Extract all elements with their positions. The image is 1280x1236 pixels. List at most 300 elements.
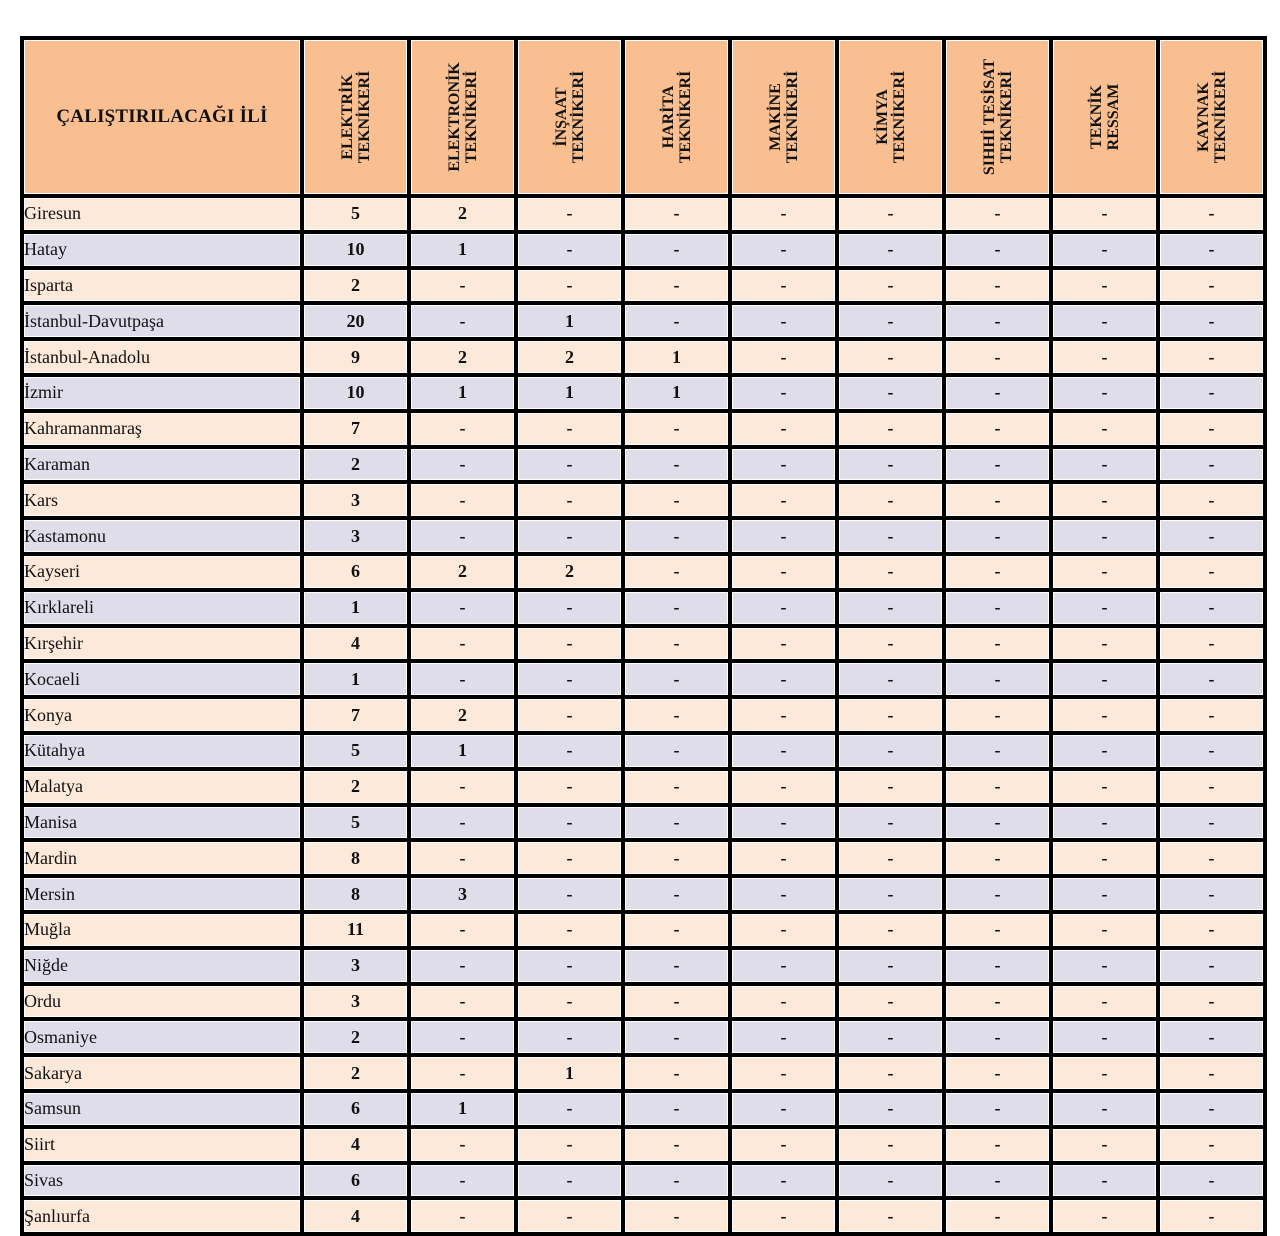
- count-cell: -: [518, 663, 625, 699]
- column-header-line2: RESSAM: [1104, 83, 1122, 151]
- count-cell: -: [1160, 377, 1267, 413]
- count-cell: -: [1053, 1200, 1160, 1236]
- city-cell: Malatya: [20, 771, 304, 807]
- count-cell: -: [518, 628, 625, 664]
- count-cell: -: [732, 878, 839, 914]
- count-cell: -: [732, 1021, 839, 1057]
- count-cell: -: [518, 484, 625, 520]
- count-cell: -: [732, 699, 839, 735]
- count-cell: -: [839, 449, 946, 485]
- count-cell: -: [732, 1129, 839, 1165]
- count-cell: -: [1160, 1057, 1267, 1093]
- count-cell: -: [518, 950, 625, 986]
- count-cell: -: [411, 771, 518, 807]
- table-row: [20, 520, 1267, 556]
- count-cell: -: [518, 449, 625, 485]
- count-cell: -: [1160, 1129, 1267, 1165]
- city-cell: Ordu: [20, 986, 304, 1022]
- count-cell: -: [625, 628, 732, 664]
- count-cell: -: [411, 914, 518, 950]
- count-cell: -: [625, 449, 732, 485]
- city-cell: Niğde: [20, 950, 304, 986]
- count-cell: -: [518, 699, 625, 735]
- count-cell: -: [1053, 305, 1160, 341]
- count-cell: 1: [304, 663, 411, 699]
- count-cell: -: [518, 735, 625, 771]
- count-cell: -: [411, 592, 518, 628]
- column-header-8: [1160, 36, 1267, 198]
- count-cell: -: [839, 520, 946, 556]
- city-cell: İstanbul-Davutpaşa: [20, 305, 304, 341]
- count-cell: -: [839, 1093, 946, 1129]
- column-header-line1: ELEKTRONİK: [445, 62, 463, 172]
- count-cell: -: [1053, 413, 1160, 449]
- column-header-line1: KİMYA: [873, 89, 891, 145]
- count-cell: -: [518, 198, 625, 234]
- count-cell: -: [839, 735, 946, 771]
- count-cell: -: [625, 1057, 732, 1093]
- count-cell: -: [946, 592, 1053, 628]
- count-cell: -: [839, 270, 946, 306]
- count-cell: -: [625, 305, 732, 341]
- count-cell: -: [1160, 878, 1267, 914]
- city-cell: Isparta: [20, 270, 304, 306]
- count-cell: 1: [518, 305, 625, 341]
- count-cell: -: [946, 1165, 1053, 1201]
- column-header-line1: HARİTA: [659, 85, 677, 149]
- count-cell: -: [625, 1021, 732, 1057]
- document-page: [20, 36, 1267, 1236]
- count-cell: -: [839, 305, 946, 341]
- count-cell: -: [411, 413, 518, 449]
- count-cell: -: [946, 878, 1053, 914]
- count-cell: -: [946, 377, 1053, 413]
- count-cell: -: [518, 1165, 625, 1201]
- count-cell: -: [732, 484, 839, 520]
- count-cell: -: [625, 484, 732, 520]
- count-cell: -: [839, 592, 946, 628]
- count-cell: -: [625, 556, 732, 592]
- table-row: [20, 950, 1267, 986]
- column-header-0: [304, 36, 411, 198]
- table-row: [20, 699, 1267, 735]
- count-cell: -: [839, 341, 946, 377]
- count-cell: -: [839, 377, 946, 413]
- count-cell: -: [732, 341, 839, 377]
- count-cell: -: [732, 735, 839, 771]
- count-cell: -: [946, 699, 1053, 735]
- count-cell: -: [839, 234, 946, 270]
- count-cell: -: [411, 807, 518, 843]
- count-cell: -: [1160, 270, 1267, 306]
- count-cell: -: [946, 270, 1053, 306]
- column-header-1: [411, 36, 518, 198]
- column-header-line2: TEKNİKERİ: [997, 70, 1015, 164]
- count-cell: -: [411, 628, 518, 664]
- count-cell: -: [1160, 950, 1267, 986]
- city-cell: İstanbul-Anadolu: [20, 341, 304, 377]
- count-cell: -: [732, 556, 839, 592]
- count-cell: -: [732, 234, 839, 270]
- count-cell: -: [411, 1165, 518, 1201]
- count-cell: -: [1160, 484, 1267, 520]
- count-cell: -: [839, 198, 946, 234]
- count-cell: -: [732, 842, 839, 878]
- count-cell: 2: [518, 556, 625, 592]
- table-row: [20, 663, 1267, 699]
- count-cell: -: [411, 520, 518, 556]
- count-cell: -: [732, 1200, 839, 1236]
- city-cell: Kahramanmaraş: [20, 413, 304, 449]
- count-cell: -: [625, 413, 732, 449]
- table-row: [20, 771, 1267, 807]
- count-cell: 3: [304, 950, 411, 986]
- count-cell: -: [518, 771, 625, 807]
- city-cell: Sakarya: [20, 1057, 304, 1093]
- column-header-line2: TEKNİKERİ: [676, 70, 694, 164]
- count-cell: -: [518, 807, 625, 843]
- count-cell: -: [839, 1165, 946, 1201]
- count-cell: 1: [625, 377, 732, 413]
- count-cell: -: [1160, 771, 1267, 807]
- count-cell: 7: [304, 699, 411, 735]
- count-cell: 2: [411, 556, 518, 592]
- count-cell: -: [518, 842, 625, 878]
- count-cell: -: [625, 771, 732, 807]
- count-cell: -: [411, 842, 518, 878]
- count-cell: 3: [304, 484, 411, 520]
- column-header-label: [874, 71, 908, 163]
- count-cell: 11: [304, 914, 411, 950]
- count-cell: -: [732, 198, 839, 234]
- count-cell: 2: [304, 1021, 411, 1057]
- city-cell: Kastamonu: [20, 520, 304, 556]
- count-cell: 2: [411, 198, 518, 234]
- column-header-label: [660, 71, 694, 163]
- count-cell: -: [946, 520, 1053, 556]
- count-cell: -: [839, 1057, 946, 1093]
- count-cell: -: [839, 807, 946, 843]
- table-row: [20, 198, 1267, 234]
- city-cell: Karaman: [20, 449, 304, 485]
- count-cell: -: [1053, 699, 1160, 735]
- count-cell: -: [625, 592, 732, 628]
- count-cell: 4: [304, 628, 411, 664]
- table-row: [20, 377, 1267, 413]
- count-cell: -: [1053, 950, 1160, 986]
- count-cell: -: [1160, 520, 1267, 556]
- count-cell: -: [518, 413, 625, 449]
- count-cell: -: [946, 914, 1053, 950]
- column-header-label: [553, 71, 587, 163]
- count-cell: -: [1053, 234, 1160, 270]
- count-cell: -: [839, 556, 946, 592]
- count-cell: -: [625, 914, 732, 950]
- city-cell: Kırşehir: [20, 628, 304, 664]
- column-header-3: [625, 36, 732, 198]
- count-cell: -: [946, 986, 1053, 1022]
- count-cell: -: [1053, 1093, 1160, 1129]
- count-cell: -: [839, 878, 946, 914]
- city-cell: Muğla: [20, 914, 304, 950]
- column-header-line1: KAYNAK: [1194, 82, 1212, 152]
- count-cell: -: [411, 1057, 518, 1093]
- count-cell: -: [1160, 556, 1267, 592]
- table-row: [20, 449, 1267, 485]
- city-cell: Konya: [20, 699, 304, 735]
- count-cell: -: [518, 1021, 625, 1057]
- count-cell: -: [1053, 341, 1160, 377]
- count-cell: 2: [518, 341, 625, 377]
- count-cell: -: [1160, 986, 1267, 1022]
- count-cell: -: [1053, 520, 1160, 556]
- column-header-label: [1088, 84, 1122, 151]
- count-cell: -: [946, 1057, 1053, 1093]
- count-cell: 6: [304, 1165, 411, 1201]
- count-cell: -: [732, 663, 839, 699]
- count-cell: -: [1053, 914, 1160, 950]
- column-header-line2: TEKNİKERİ: [890, 70, 908, 164]
- column-header-label: [981, 59, 1015, 175]
- count-cell: -: [1160, 1165, 1267, 1201]
- count-cell: -: [839, 950, 946, 986]
- column-header-label: [767, 71, 801, 163]
- count-cell: -: [1053, 1165, 1160, 1201]
- count-cell: 1: [304, 592, 411, 628]
- count-cell: -: [1053, 735, 1160, 771]
- table-body: [20, 198, 1267, 1236]
- count-cell: 3: [304, 986, 411, 1022]
- count-cell: 1: [518, 1057, 625, 1093]
- count-cell: -: [518, 878, 625, 914]
- count-cell: -: [518, 592, 625, 628]
- column-header-label: [339, 71, 373, 163]
- count-cell: -: [946, 1021, 1053, 1057]
- city-cell: Hatay: [20, 234, 304, 270]
- table-row: [20, 986, 1267, 1022]
- count-cell: -: [946, 198, 1053, 234]
- count-cell: -: [411, 1129, 518, 1165]
- count-cell: -: [946, 950, 1053, 986]
- column-header-4: [732, 36, 839, 198]
- count-cell: -: [1160, 305, 1267, 341]
- count-cell: 5: [304, 735, 411, 771]
- count-cell: -: [518, 270, 625, 306]
- count-cell: -: [625, 198, 732, 234]
- count-cell: -: [1160, 628, 1267, 664]
- city-cell: Osmaniye: [20, 1021, 304, 1057]
- count-cell: 10: [304, 377, 411, 413]
- column-header-line2: TEKNİKERİ: [783, 70, 801, 164]
- count-cell: 2: [304, 771, 411, 807]
- count-cell: -: [411, 305, 518, 341]
- count-cell: -: [946, 842, 1053, 878]
- count-cell: -: [625, 950, 732, 986]
- count-cell: -: [1160, 914, 1267, 950]
- city-cell: Kocaeli: [20, 663, 304, 699]
- count-cell: -: [1053, 878, 1160, 914]
- count-cell: -: [946, 449, 1053, 485]
- count-cell: -: [946, 771, 1053, 807]
- table-row: [20, 914, 1267, 950]
- table-row: [20, 556, 1267, 592]
- staff-allocation-table: [20, 36, 1267, 1236]
- count-cell: -: [1053, 986, 1160, 1022]
- count-cell: -: [1053, 1129, 1160, 1165]
- table-row: [20, 413, 1267, 449]
- count-cell: 7: [304, 413, 411, 449]
- count-cell: -: [732, 449, 839, 485]
- column-header-line2: TEKNİKERİ: [569, 70, 587, 164]
- count-cell: -: [1160, 1200, 1267, 1236]
- count-cell: 6: [304, 1093, 411, 1129]
- count-cell: -: [839, 1129, 946, 1165]
- count-cell: -: [1160, 198, 1267, 234]
- count-cell: -: [732, 950, 839, 986]
- column-header-line1: ELEKTRİK: [338, 74, 356, 160]
- count-cell: -: [1160, 413, 1267, 449]
- table-row: [20, 735, 1267, 771]
- city-cell: Giresun: [20, 198, 304, 234]
- count-cell: -: [946, 234, 1053, 270]
- count-cell: -: [518, 234, 625, 270]
- table-row: [20, 1021, 1267, 1057]
- count-cell: -: [1160, 234, 1267, 270]
- count-cell: -: [732, 1093, 839, 1129]
- count-cell: -: [1053, 198, 1160, 234]
- table-row: [20, 484, 1267, 520]
- count-cell: -: [732, 520, 839, 556]
- count-cell: 2: [304, 270, 411, 306]
- count-cell: -: [946, 663, 1053, 699]
- count-cell: -: [1160, 663, 1267, 699]
- count-cell: -: [946, 556, 1053, 592]
- count-cell: -: [625, 663, 732, 699]
- count-cell: -: [625, 878, 732, 914]
- count-cell: 10: [304, 234, 411, 270]
- table-row: [20, 807, 1267, 843]
- count-cell: -: [839, 1200, 946, 1236]
- count-cell: -: [518, 520, 625, 556]
- count-cell: -: [625, 807, 732, 843]
- column-header-line2: TEKNİKERİ: [1211, 70, 1229, 164]
- count-cell: 2: [411, 341, 518, 377]
- count-cell: 1: [625, 341, 732, 377]
- table-row: [20, 628, 1267, 664]
- column-header-5: [839, 36, 946, 198]
- table-row: [20, 305, 1267, 341]
- count-cell: -: [946, 1093, 1053, 1129]
- city-cell: Mardin: [20, 842, 304, 878]
- count-cell: -: [625, 270, 732, 306]
- count-cell: -: [732, 807, 839, 843]
- count-cell: -: [1160, 807, 1267, 843]
- table-row: [20, 842, 1267, 878]
- count-cell: -: [839, 413, 946, 449]
- count-cell: -: [839, 986, 946, 1022]
- count-cell: 1: [411, 377, 518, 413]
- header-row: [20, 36, 1267, 198]
- count-cell: -: [411, 663, 518, 699]
- count-cell: -: [1053, 377, 1160, 413]
- city-cell: Siirt: [20, 1129, 304, 1165]
- count-cell: 5: [304, 198, 411, 234]
- column-header-city: ÇALIŞTIRILACAĞI İLİ: [20, 36, 304, 198]
- count-cell: -: [946, 1129, 1053, 1165]
- table-row: [20, 1200, 1267, 1236]
- count-cell: -: [732, 270, 839, 306]
- count-cell: -: [1053, 592, 1160, 628]
- count-cell: -: [411, 484, 518, 520]
- count-cell: -: [839, 914, 946, 950]
- table-row: [20, 234, 1267, 270]
- count-cell: -: [1053, 1021, 1160, 1057]
- count-cell: -: [1053, 663, 1160, 699]
- count-cell: -: [1160, 341, 1267, 377]
- count-cell: -: [1053, 556, 1160, 592]
- city-cell: Samsun: [20, 1093, 304, 1129]
- count-cell: -: [411, 1200, 518, 1236]
- count-cell: -: [732, 305, 839, 341]
- column-header-line2: TEKNİKERİ: [462, 70, 480, 164]
- count-cell: -: [1053, 807, 1160, 843]
- count-cell: -: [839, 842, 946, 878]
- city-cell: Kayseri: [20, 556, 304, 592]
- count-cell: -: [625, 234, 732, 270]
- count-cell: -: [839, 484, 946, 520]
- count-cell: 8: [304, 842, 411, 878]
- count-cell: 1: [518, 377, 625, 413]
- count-cell: -: [732, 986, 839, 1022]
- column-header-label: [1195, 71, 1229, 163]
- count-cell: -: [625, 842, 732, 878]
- table-row: [20, 1093, 1267, 1129]
- count-cell: -: [1160, 842, 1267, 878]
- count-cell: -: [518, 1129, 625, 1165]
- count-cell: -: [625, 1165, 732, 1201]
- count-cell: -: [625, 1093, 732, 1129]
- count-cell: 1: [411, 1093, 518, 1129]
- count-cell: -: [732, 1057, 839, 1093]
- city-cell: Şanlıurfa: [20, 1200, 304, 1236]
- count-cell: 6: [304, 556, 411, 592]
- count-cell: -: [1053, 270, 1160, 306]
- table-row: [20, 270, 1267, 306]
- count-cell: 4: [304, 1200, 411, 1236]
- count-cell: -: [1053, 449, 1160, 485]
- city-cell: Manisa: [20, 807, 304, 843]
- count-cell: -: [1053, 842, 1160, 878]
- count-cell: -: [839, 1021, 946, 1057]
- column-header-6: [946, 36, 1053, 198]
- count-cell: -: [625, 1129, 732, 1165]
- count-cell: -: [1160, 699, 1267, 735]
- count-cell: -: [839, 699, 946, 735]
- count-cell: -: [946, 413, 1053, 449]
- table-row: [20, 1129, 1267, 1165]
- count-cell: -: [625, 986, 732, 1022]
- count-cell: -: [1053, 1057, 1160, 1093]
- count-cell: -: [411, 449, 518, 485]
- count-cell: 3: [411, 878, 518, 914]
- city-cell: Kütahya: [20, 735, 304, 771]
- count-cell: -: [625, 735, 732, 771]
- count-cell: -: [946, 628, 1053, 664]
- count-cell: -: [1053, 484, 1160, 520]
- count-cell: -: [732, 628, 839, 664]
- count-cell: -: [1160, 592, 1267, 628]
- count-cell: -: [732, 1165, 839, 1201]
